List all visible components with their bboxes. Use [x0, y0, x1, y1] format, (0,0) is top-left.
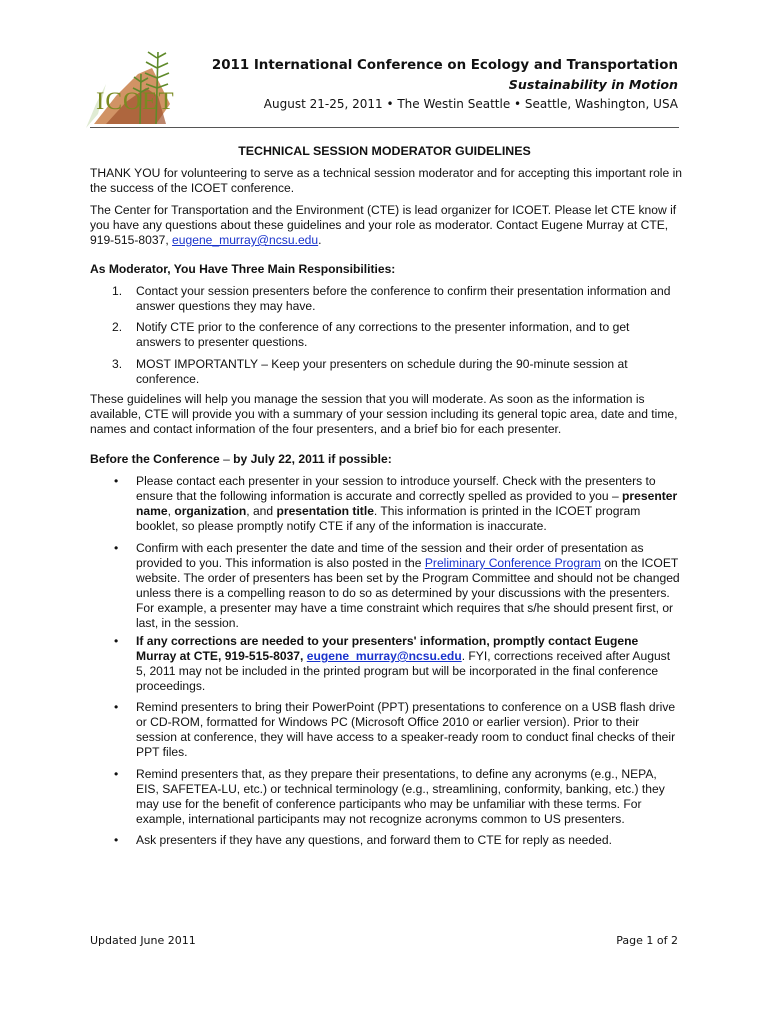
- list-item-text: . This information is printed in the ICOET program booklet, so please promptly notify CTE if any of the information is inaccurate.: [136, 504, 641, 533]
- responsibility-item: MOST IMPORTANTLY – Keep your presenters on schedule during the 90-minute session at conference.: [136, 357, 628, 386]
- list-item-text: Please contact each presenter in your session to introduce yourself. Check with the presenters to ensure that the following information is accurate and correctly spelled as provided to you –: [136, 474, 656, 503]
- list-number: 3.: [112, 357, 123, 371]
- list-item-text: Confirm with each presenter the date and time of the session and their order of presentation as provided to you. This information is also posted in the: [136, 541, 644, 570]
- list-item-text: on the ICOET website. The order of presenters has been set by the Program Committee and should not be changed unless there is a compelling reason to do so as determined by your discussions with the presenters. For example, a presenter may have a time constraint which requires that s/he should present first, or last, in the session.: [136, 556, 680, 630]
- email-link[interactable]: eugene_murray@ncsu.edu: [306, 649, 462, 663]
- bullet-icon: •: [114, 767, 119, 781]
- responsibilities-heading: As Moderator, You Have Three Main Responsibilities:: [90, 262, 396, 276]
- before-heading-text: Before the Conference: [90, 452, 220, 466]
- list-item: Remind presenters that, as they prepare their presentations, to define any acronyms (e.g., NEPA, EIS, SAFETEA-LU, etc.) or technical terminology (e.g., streamlining, conformity, banking, etc.) they may use for the benefit of conference participants who may be unfamiliar with these terms. For example, international participants may not recognize acronyms common to US presenters.: [136, 767, 665, 826]
- page-title: TECHNICAL SESSION MODERATOR GUIDELINES: [238, 144, 531, 158]
- header-divider: [90, 127, 679, 128]
- intro-contact-text: The Center for Transportation and the Environment (CTE) is lead organizer for ICOET. Please let CTE know if you have any questions about these guidelines and your role as moderator. Contact Eugene Murray at CTE, 919-515-8037,: [90, 203, 677, 247]
- list-item-bold: presenter name: [136, 489, 678, 518]
- list-item: [136, 474, 681, 534]
- bullet-icon: •: [114, 700, 119, 714]
- intro-paragraph: THANK YOU for volunteering to serve as a technical session moderator and for accepting this important role in the success of the ICOET conference.: [90, 166, 682, 195]
- list-item-bold: presentation title: [276, 504, 374, 518]
- before-conference-heading: [90, 452, 392, 467]
- list-item-text: , and: [246, 504, 277, 518]
- bullet-icon: •: [114, 541, 119, 555]
- list-item-bold: If any corrections are needed to your presenters' information, promptly contact Eugene Murray at CTE, 919-515-8037,: [136, 634, 639, 663]
- conference-title: 2011 International Conference on Ecology and Transportation: [211, 58, 678, 73]
- logo-text: ICOET: [96, 88, 175, 115]
- email-link[interactable]: eugene_murray@ncsu.edu: [172, 233, 319, 247]
- list-item-text: . FYI, corrections received after August 5, 2011 may not be included in the printed program but will be incorporated in the final conference proceedings.: [136, 649, 671, 693]
- conference-date-location: August 21-25, 2011 • The Westin Seattle • Seattle, Washington, USA: [263, 97, 678, 111]
- guidelines-paragraph: These guidelines will help you manage the session that you will moderate. As soon as the information is available, CTE will provide you with a summary of your session including its general topic area, date and time, names and contact information of the four presenters, and a brief bio for each presenter.: [90, 392, 678, 436]
- conference-subtitle: Sustainability in Motion: [508, 77, 678, 92]
- list-number: 1.: [112, 284, 123, 298]
- before-heading-deadline: by July 22, 2011 if possible:: [233, 452, 392, 466]
- bullet-icon: •: [114, 634, 119, 648]
- responsibility-item: Contact your session presenters before the conference to confirm their presentation information and answer questions they may have.: [136, 284, 671, 313]
- preliminary-program-link[interactable]: Preliminary Conference Program: [424, 556, 601, 570]
- bullet-icon: •: [114, 474, 119, 488]
- footer-page-number: Page 1 of 2: [616, 934, 678, 947]
- list-number: 2.: [112, 320, 123, 334]
- intro-contact-paragraph: [90, 203, 680, 248]
- responsibility-item: Notify CTE prior to the conference of any corrections to the presenter information, and to get answers to presenter questions.: [136, 320, 630, 349]
- bullet-icon: •: [114, 833, 119, 847]
- before-heading-dash: –: [219, 452, 234, 466]
- list-item: [136, 634, 681, 694]
- list-item: Ask presenters if they have any questions, and forward them to CTE for reply as needed.: [136, 833, 612, 847]
- list-item-text: ,: [167, 504, 175, 518]
- list-item: Remind presenters to bring their PowerPoint (PPT) presentations to conference on a USB flash drive or CD-ROM, formatted for Windows PC (Microsoft Office 2010 or earlier version). Prior to their session at conference, they will have access to a speaker-ready room to conduct final checks of their PPT files.: [136, 700, 676, 759]
- intro-contact-end: .: [318, 233, 322, 247]
- list-item: [136, 541, 681, 631]
- list-item-bold: organization: [174, 504, 247, 518]
- footer-updated: Updated June 2011: [90, 934, 196, 947]
